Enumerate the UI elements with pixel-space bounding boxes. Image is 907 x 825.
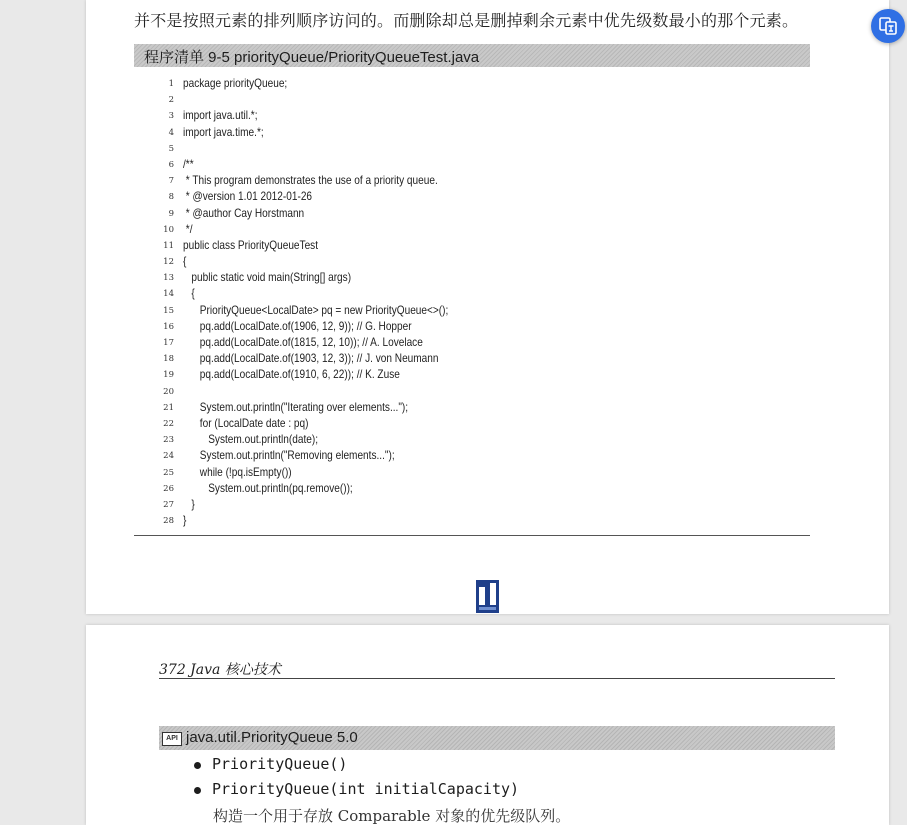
line-number: 16 (163, 321, 174, 332)
code-text: package priorityQueue; (183, 76, 288, 90)
code-text: System.out.println(pq.remove()); (183, 480, 353, 495)
translate-icon (879, 17, 897, 35)
translate-button[interactable] (871, 9, 905, 43)
code-text: pq.add(LocalDate.of(1906, 12, 9)); // G. Hopper (183, 318, 412, 333)
line-number: 18 (163, 354, 174, 365)
api-method-item (194, 780, 519, 805)
line-number: 20 (163, 386, 174, 397)
api-title: java.util.PriorityQueue 5.0 (186, 729, 358, 746)
api-method-signature: PriorityQueue() (212, 755, 348, 773)
code-text: /** (183, 156, 194, 171)
code-text: System.out.println("Removing elements..."); (183, 448, 395, 463)
line-number: 11 (163, 240, 174, 251)
line-number: 5 (168, 143, 174, 154)
code-text: pq.add(LocalDate.of(1815, 12, 10)); // A. Lovelace (183, 335, 423, 349)
code-text: */ (183, 221, 193, 236)
line-number: 24 (163, 451, 174, 462)
api-method-description: 构造一个用于存放 Comparable 对象的优先级队列。 (213, 807, 571, 825)
line-number: 13 (163, 273, 174, 284)
code-text: { (183, 286, 195, 301)
running-head-rule (159, 678, 835, 679)
bullet-icon (194, 762, 201, 769)
line-number: 1 (168, 79, 174, 89)
code-text: } (183, 513, 187, 528)
line-number: 22 (163, 418, 174, 429)
line-number: 21 (163, 402, 174, 413)
line-number: 15 (163, 305, 174, 316)
line-number: 4 (168, 127, 174, 138)
line-number: 26 (163, 483, 174, 494)
api-icon: API (162, 732, 182, 746)
line-number: 2 (168, 95, 174, 106)
code-text: public static void main(String[] args) (183, 270, 352, 285)
running-head: 372 Java 核心技术 (159, 662, 281, 678)
bullet-icon (194, 787, 201, 794)
code-text: * @author Cay Horstmann (183, 205, 305, 220)
code-text: import java.time.*; (183, 124, 264, 139)
line-number: 7 (168, 176, 174, 187)
book-page-upper (86, 0, 889, 614)
line-number: 10 (163, 224, 174, 235)
line-number: 14 (163, 289, 174, 300)
line-number: 17 (163, 338, 174, 348)
code-text: } (183, 496, 195, 511)
line-number: 9 (168, 208, 174, 219)
line-number: 28 (163, 516, 174, 527)
line-number: 3 (168, 111, 174, 122)
code-text: pq.add(LocalDate.of(1903, 12, 3)); // J. von Neumann (183, 351, 439, 366)
code-text: while (!pq.isEmpty()) (183, 464, 292, 479)
code-text: { (183, 254, 187, 269)
listing-caption-bar (134, 44, 810, 67)
book-page-lower (86, 625, 889, 825)
code-text: * @version 1.01 2012-01-26 (183, 189, 313, 204)
line-number: 19 (163, 370, 174, 381)
code-text: System.out.println(date); (183, 432, 319, 447)
line-number: 6 (168, 159, 174, 170)
listing-title: 程序清单 9-5 priorityQueue/PriorityQueueTest.java (144, 49, 480, 66)
code-text: PriorityQueue<LocalDate> pq = new PriorityQueue<>(); (183, 302, 449, 317)
line-number: 8 (168, 192, 174, 203)
line-number: 12 (163, 257, 174, 268)
code-text: import java.util.*; (183, 108, 258, 123)
line-number: 25 (163, 467, 174, 478)
line-number: 27 (163, 499, 174, 510)
api-method-item (194, 755, 519, 780)
publisher-logo-icon (476, 580, 499, 613)
code-text: * This program demonstrates the use of a priority queue. (183, 173, 438, 188)
api-method-signature: PriorityQueue(int initialCapacity) (212, 780, 520, 798)
code-text: public class PriorityQueueTest (183, 237, 319, 252)
api-caption-bar (159, 726, 835, 750)
listing-bottom-rule (134, 535, 810, 536)
api-method-list (194, 755, 519, 805)
code-text: for (LocalDate date : pq) (183, 415, 309, 430)
code-text: System.out.println("Iterating over elements..."); (183, 399, 409, 414)
line-number: 23 (163, 435, 174, 446)
code-text: pq.add(LocalDate.of(1910, 6, 22)); // K. Zuse (183, 367, 400, 382)
intro-paragraph: 并不是按照元素的排列顺序访问的。而删除却总是删掉剩余元素中优先级数最小的那个元素。 (134, 11, 799, 30)
